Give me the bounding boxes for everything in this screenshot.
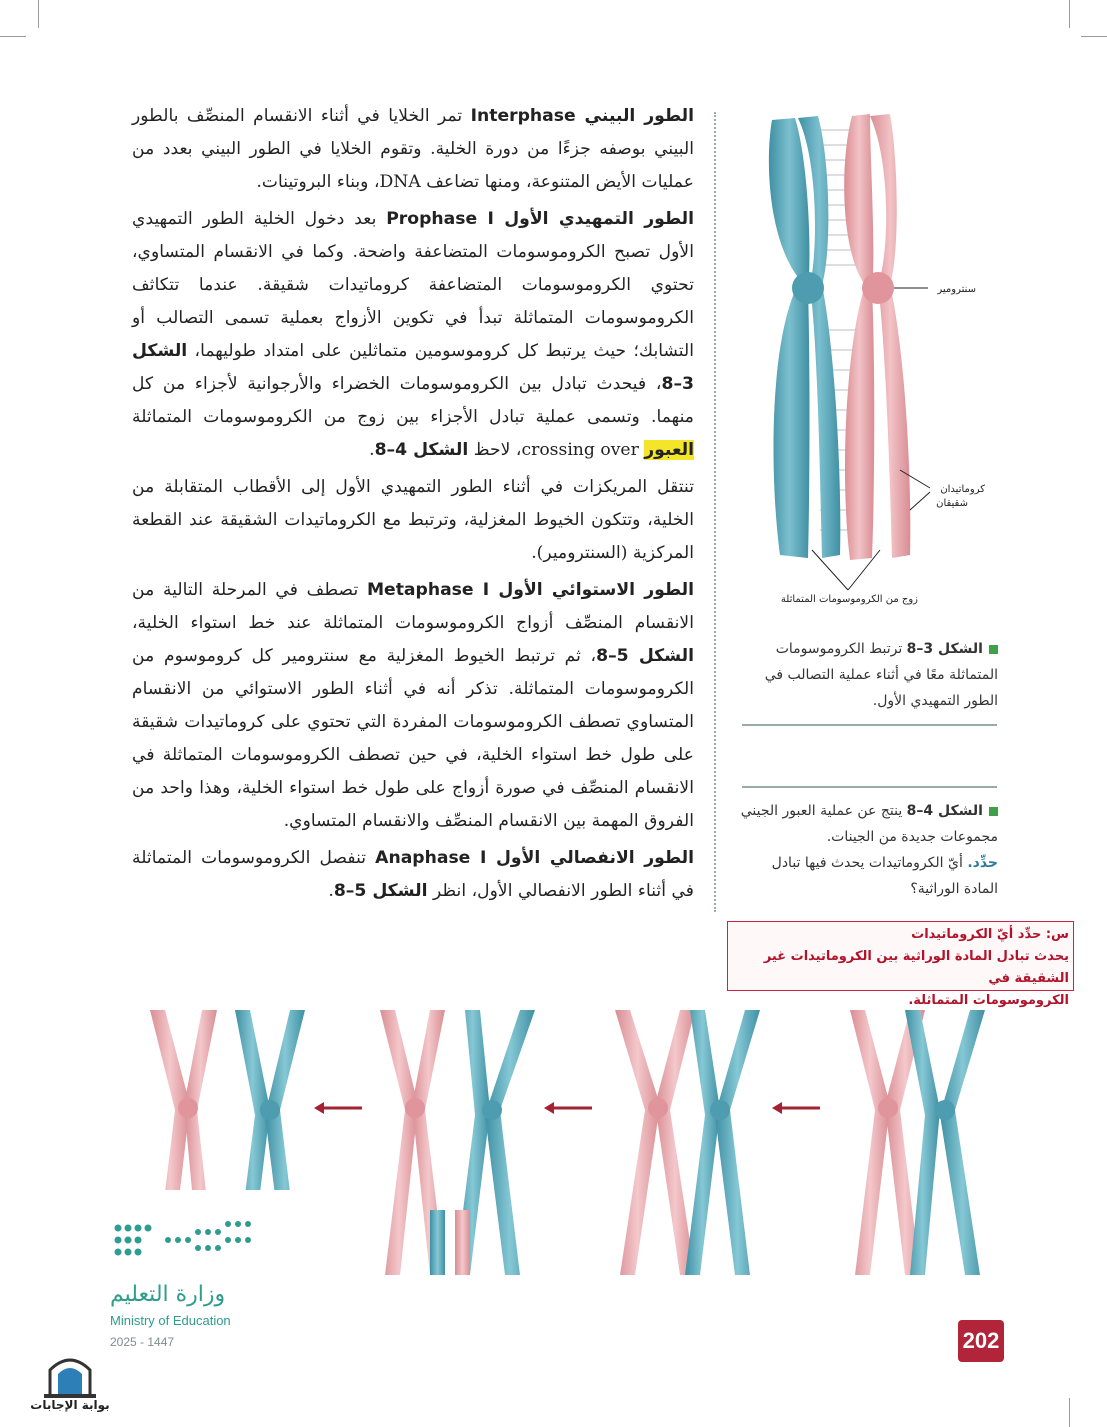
caption-separator (742, 724, 997, 726)
heading-anaphase: الطور الانفصالي الأول Anaphase I (375, 848, 695, 868)
paragraph-anaphase: الطور الانفصالي الأول Anaphase I تنفصل الكروموسومات المتماثلة في أثناء الطور الانفصالي الأول، انظر الشكل 5–8. (132, 848, 695, 901)
crop-mark (1069, 1398, 1070, 1427)
pink-chromosome (844, 114, 910, 560)
main-text-column (132, 100, 694, 912)
figure-ref-3-8[interactable]: الشكل 3–8 (132, 341, 694, 394)
stage-3-pair (380, 1010, 535, 1275)
label-centromere: سنترومير (937, 284, 976, 295)
question-keyword: حدِّد. (967, 855, 998, 871)
blue-centromere (792, 272, 824, 304)
paragraph-centrioles: تنتقل المريكزات في أثناء الطور التمهيدي الأول إلى الأقطاب المتقابلة من الخلية، وتتكون الخيوط المغزلية، وترتبط مع الكروماتيدات الشقيقة عند القطعة المركزية (السنترومير). (132, 477, 694, 563)
label-sister-chromatids-1: كروماتيدان (940, 484, 985, 495)
term-crossing-over: العبور (644, 440, 694, 460)
paragraph-interphase: الطور البيني Interphase تمر الخلايا في أثناء الانقسام المنصِّف بالطور البيني بوصفه جزءًا من دورة الخلية. وتقوم الخلايا في الطور البيني بعدد من عمليات الأيض المتنوعة، ومنها تضاعف DNA، وبناء البروتينات. (132, 106, 694, 192)
answer-line: يحدث تبادل المادة الوراثية بين الكروماتيدات غير الشقيقة في (763, 949, 1069, 986)
pink-centromere (862, 272, 894, 304)
figure-synapsis (740, 100, 1010, 610)
label-sister-chromatids-2: شقيقان (936, 498, 968, 509)
ministry-english-name: Ministry of Education (110, 1313, 231, 1328)
answer-box (727, 921, 1074, 1008)
heading-metaphase: الطور الاستوائي الأول Metaphase I (366, 580, 694, 600)
caption-figure-4-8: الشكل 4–8 ينتج عن عملية العبور الجيني مجموعات جديدة من الجينات. حدِّد. أيّ الكروماتيدات يحدث فيها تبادل المادة الوراثية؟ (740, 803, 998, 897)
heading-interphase: الطور البيني Interphase (470, 106, 694, 126)
figure-ref-4-8[interactable]: الشكل 4–8 (374, 440, 469, 460)
stage-2-pair (615, 1010, 760, 1275)
caption-number: الشكل 3–8 (906, 641, 983, 657)
label-homologous-pair: زوج من الكروموسومات المتماثلة (780, 594, 918, 605)
ministry-arabic-name: وزارة التعليم (110, 1282, 226, 1307)
ministry-year: 2025 - 1447 (110, 1335, 175, 1349)
caption-figure-3-8: الشكل 3–8 ترتبط الكروموسومات المتماثلة معًا في أثناء عملية التصالب في الطور التمهيدي الأول. (764, 641, 998, 709)
crop-mark (0, 36, 26, 37)
paragraph-prophase: الطور التمهيدي الأول Prophase I بعد دخول الخلية الطور التمهيدي الأول تصبح الكروموسومات المتضاعفة واضحة. وكما في الانقسام المتساوي، تحتوي الكروموسومات المتضاعفة كروماتيدات شقيقة. عندما تتكاثف الكروموسومات المتماثلة تبدأ في تكوين الأزواج بعملية تسمى التصالب أو التشابك؛ حيث يرتبط كل كروموسومين متماثلين على امتداد طوليهما، الشكل 3–8، فيحدث تبادل بين الكروموسومات الخضراء والأرجوانية لأجزاء من كل منهما. وتسمى عملية تبادل الأجزاء بين زوج من الكروموسومات المتماثلة العبور crossing over، لاحظ الشكل 4–8. (132, 209, 694, 460)
heading-prophase: الطور التمهيدي الأول Prophase I (386, 209, 694, 229)
caption-separator (742, 786, 997, 788)
page-number: 202 (958, 1320, 1004, 1362)
figure-ref-5-8[interactable]: الشكل 5–8 (596, 646, 695, 666)
question-text: أيّ الكروماتيدات يحدث فيها تبادل المادة الوراثية؟ (771, 855, 998, 897)
answer-question: س: حدِّد أيّ الكروماتيدات (911, 927, 1069, 942)
crop-mark (38, 0, 39, 28)
caption-bullet-icon (989, 807, 998, 816)
answer-line: الكروموسومات المتماثلة. (908, 993, 1069, 1008)
stage-1-pair (850, 1010, 985, 1275)
paragraph-metaphase: الطور الاستوائي الأول Metaphase I تصطف في المرحلة التالية من الانقسام المنصِّف أزواج الكروموسومات المتماثلة عند خط استواء الخلية، الشكل 5–8، ثم ترتبط الخيوط المغزلية مع سنترومير كل كروموسوم من الكروموسومات المتماثلة. تذكر أنه في أثناء الطور الاستوائي من الانقسام المتساوي تصطف الكروموسومات المفردة التي تحتوي على كروماتيدات شقيقة على طول خط استواء الخلية، في حين تصطف الكروموسومات المتماثلة في الانقسام المنصِّف في صورة أزواج على طول خط استواء الخلية، وهذا واحد من الفروق المهمة بين الانقسام المنصِّف والانقسام المتساوي. (132, 580, 695, 831)
watermark-text: بوابة الإجابات (30, 1398, 110, 1412)
crop-mark (1081, 36, 1107, 37)
crop-mark (1069, 0, 1070, 28)
caption-bullet-icon (989, 645, 998, 654)
figure-ref-5-8-b[interactable]: الشكل 5–8 (333, 881, 428, 901)
blue-chromosome (769, 116, 840, 558)
caption-number: الشكل 4–8 (906, 803, 983, 819)
column-divider (714, 112, 716, 912)
